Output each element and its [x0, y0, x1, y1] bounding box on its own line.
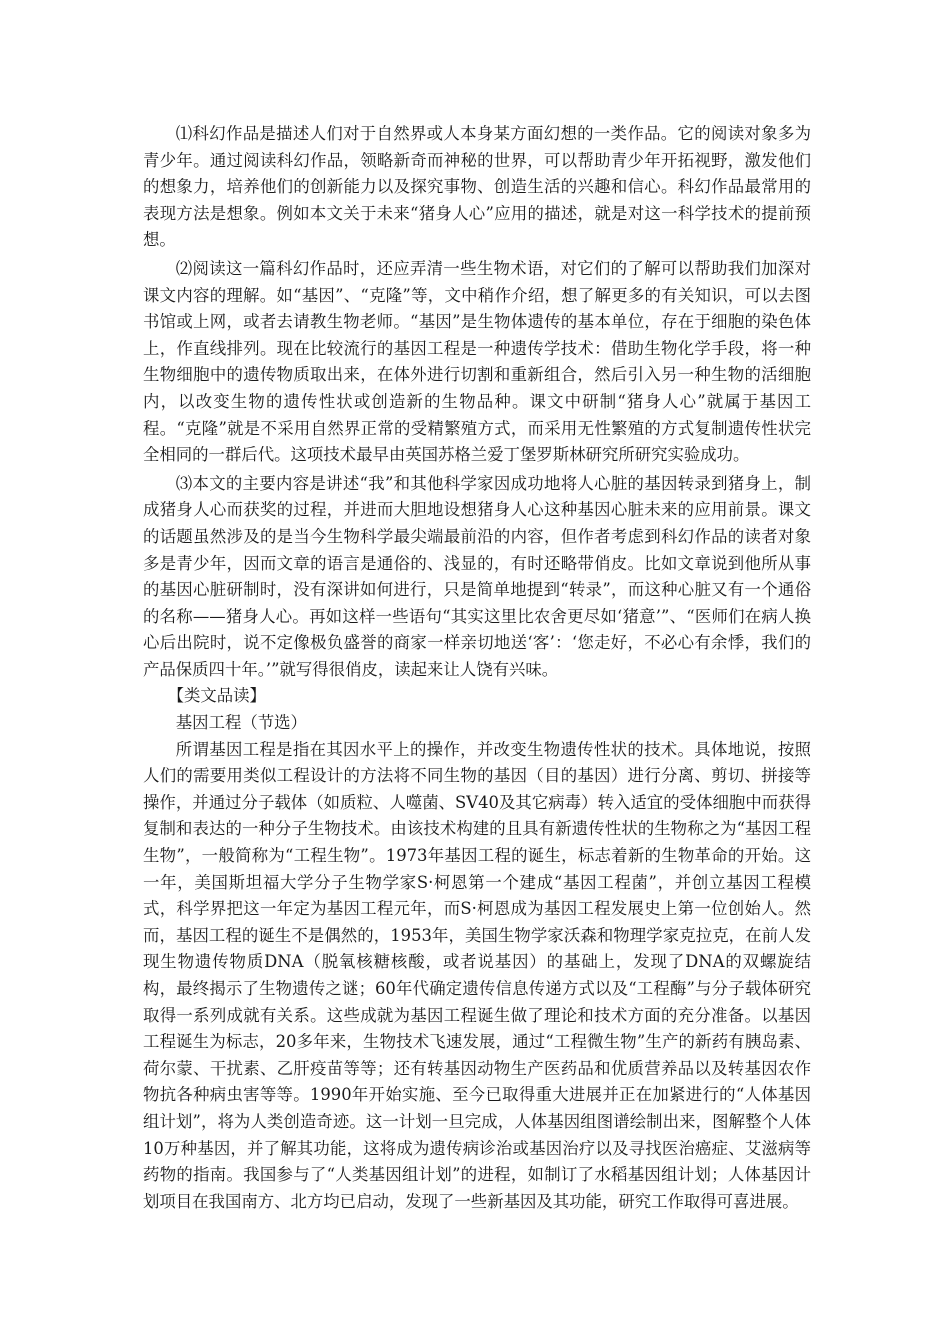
- paragraph-2: ⑵阅读这一篇科幻作品时，还应弄清一些生物术语，对它们的了解可以帮助我们加深对课文内容的理解。如“基因”、“克隆”等，文中稍作介绍，想了解更多的有关知识，可以去图书馆或上网，或者去请教生物老师。“基因”是生物体遗传的基本单位，存在于细胞的染色体上，作直线排列。现在比较流行的基因工程是一种遗传学技术：借助生物化学手段，将一种生物细胞中的遗传物质取出来，在体外进行切割和重新组合，然后引入另一种生物的活细胞内，以改变生物的遗传性状或创造新的生物品种。课文中研制“猪身人心”就属于基因工程。“克隆”就是不采用自然界正常的受精繁殖方式，而采用无性繁殖的方式复制遗传性状完全相同的一群后代。这项技术最早由英国苏格兰爱丁堡罗斯林研究所研究实验成功。: [143, 258, 811, 465]
- section-subtitle: 基因工程（节选）: [175, 713, 307, 733]
- document-page: [143, 121, 811, 1215]
- section-heading: 【类文品读】: [167, 686, 266, 706]
- paragraph-3: ⑶本文的主要内容是讲述“我”和其他科学家因成功地将人心脏的基因转录到猪身上，制成猪身人心而获奖的过程，并进而大胆地设想猪身人心这种基因心脏未来的应用前景。课文的话题虽然涉及的是当今生物科学最尖端最前沿的内容，但作者考虑到科幻作品的读者对象多是青少年，因而文章的语言是通俗的、浅显的，有时还略带俏皮。比如文章说到他所从事的基因心脏研制时，没有深讲如何进行，只是简单地提到“转录”，而这种心脏又有一个通俗的名称——猪身人心。再如这样一些语句“其实这里比农舍更尽如‘猪意’”、“医师们在病人换心后出院时，说不定像极负盛誉的商家一样亲切地送‘客’：‘您走好，不必心有余悸，我们的产品保质四十年。’”就写得很俏皮，读起来让人饶有兴味。: [143, 473, 811, 679]
- paragraph-1: ⑴科幻作品是描述人们对于自然界或人本身某方面幻想的一类作品。它的阅读对象多为青少年。通过阅读科幻作品，领略新奇而神秘的世界，可以帮助青少年开拓视野，激发他们的想象力，培养他们的创新能力以及探究事物、创造生活的兴趣和信心。科幻作品最常用的表现方法是想象。例如本文关于未来“猪身人心”应用的描述，就是对这一科学技术的提前预想。: [143, 124, 811, 250]
- section-body: 所谓基因工程是指在其因水平上的操作，并改变生物遗传性状的技术。具体地说，按照人们的需要用类似工程设计的方法将不同生物的基因（目的基因）进行分离、剪切、拼接等操作，并通过分子载体（如质粒、人噬菌、SV40及其它病毒）转入适宜的受体细胞中而获得复制和表达的一种分子生物技术。由该技术构建的且具有新遗传性状的生物称之为“基因工程生物”，一般简称为“工程生物”。1973年基因工程的诞生，标志着新的生物革命的开始。这一年，美国斯坦福大学分子生物学家S·柯恩第一个建成“基因工程菌”，并创立基因工程模式，科学界把这一年定为基因工程元年，而S·柯恩成为基因工程发展史上第一位创始人。然而，基因工程的诞生不是偶然的，1953年，美国生物学家沃森和物理学家克拉克，在前人发现生物遗传物质DNA（脱氧核糖核酸，或者说基因）的基础上，发现了DNA的双螺旋结构，最终揭示了生物遗传之谜；60年代确定遗传信息传递方式以及“工程酶”与分子载体研究取得一系列成就有关系。这些成就为基因工程诞生做了理论和技术方面的充分准备。以基因工程诞生为标志，20多年来，生物技术飞速发展，通过“工程微生物”生产的新药有胰岛素、荷尔蒙、干扰素、乙肝疫苗等等；还有转基因动物生产医药品和优质营养品以及转基因农作物抗各种病虫害等等。1990年开始实施、至今已取得重大进展并正在加紧进行的“人体基因组计划”，将为人类创造奇迹。这一计划一旦完成，人体基因组图谱绘制出来，图解整个人体10万种基因，并了解其功能，这将成为遗传病诊治或基因治疗以及寻找医治癌症、艾滋病等药物的指南。我国参与了“人类基因组计划”的进程，如制订了水稻基因组计划；人体基因计划项目在我国南方、北方均已启动，发现了一些新基因及其功能，研究工作取得可喜进展。: [143, 739, 811, 1211]
